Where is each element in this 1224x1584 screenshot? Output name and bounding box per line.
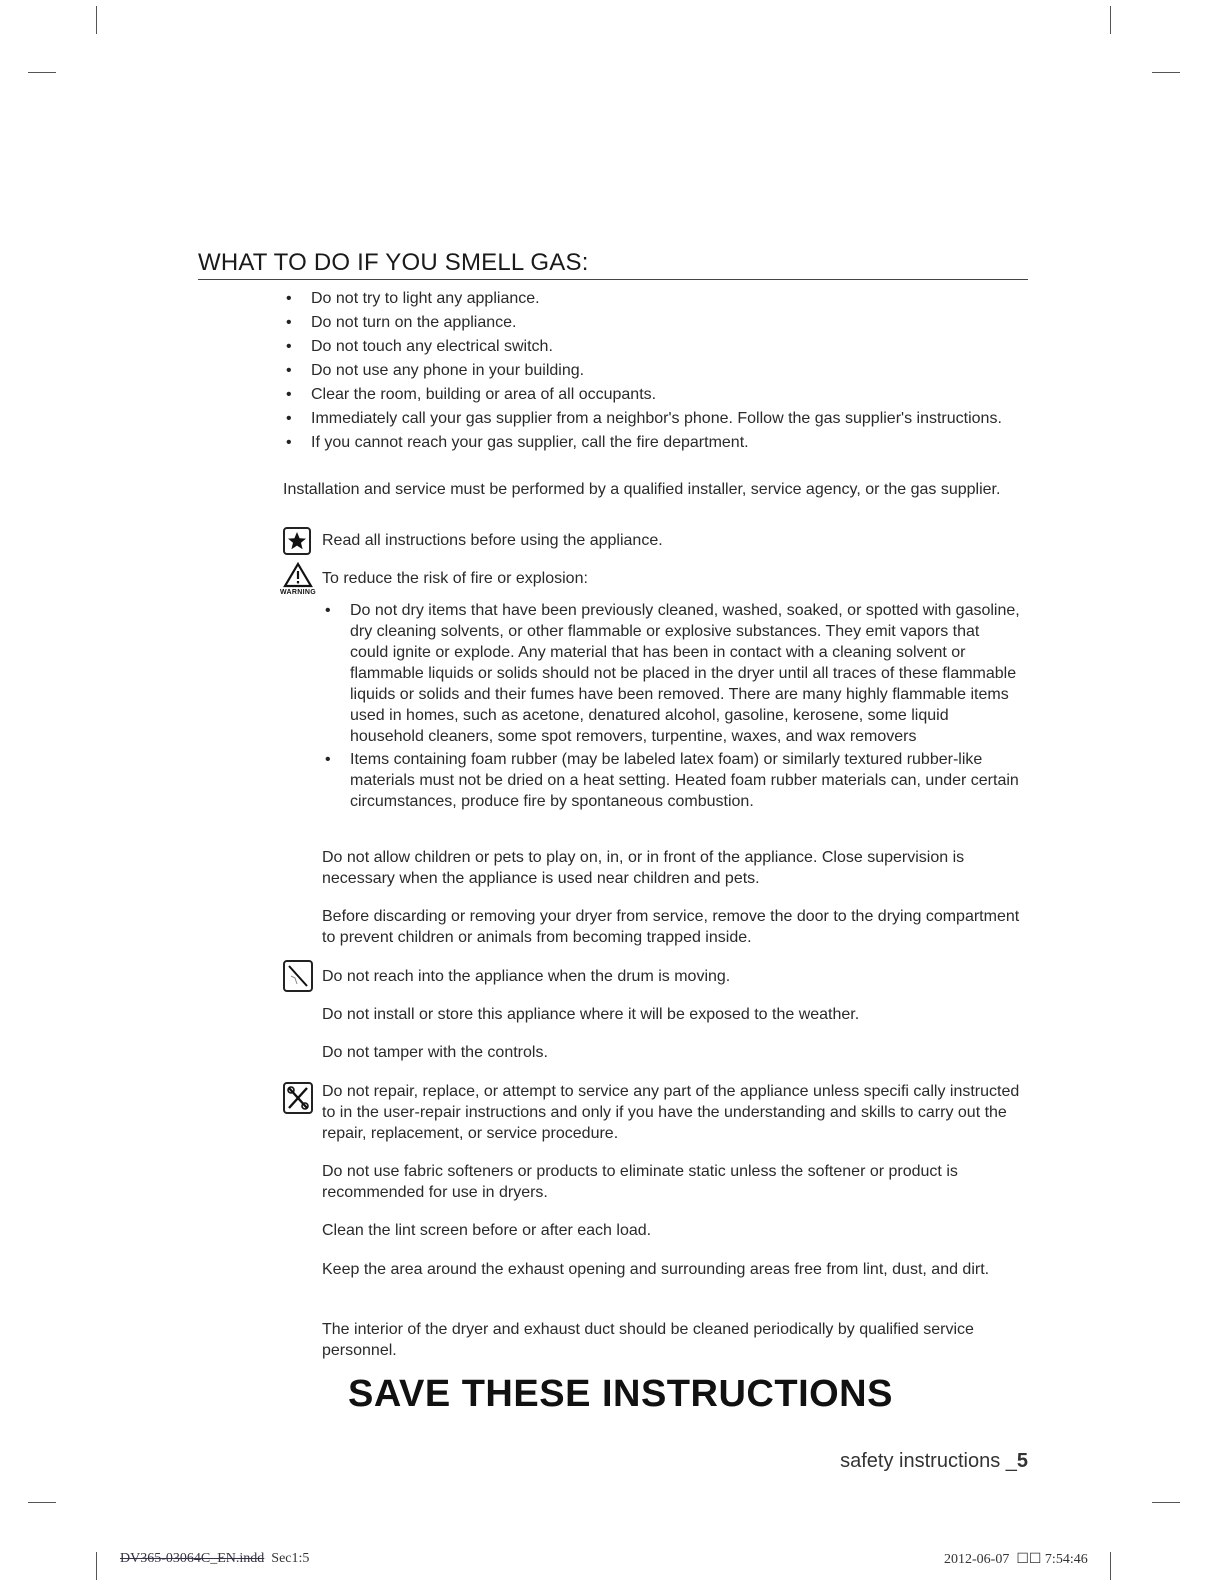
crop-mark [1110, 6, 1111, 34]
lint-note: Clean the lint screen before or after each load. [322, 1222, 652, 1239]
warning-icon-label: WARNING [280, 589, 316, 596]
slug-datetime: 2012-06-07 ☐☐ 7:54:46 [944, 1552, 1088, 1567]
interior-note: The interior of the dryer and exhaust duct should be cleaned periodically by qualified service personnel. [322, 1321, 974, 1359]
tamper-note: Do not tamper with the controls. [322, 1044, 548, 1061]
drum-note: Do not reach into the appliance when the drum is moving. [322, 968, 731, 985]
list-item: • Immediately call your gas supplier from a neighbor's phone. Follow the gas supplier's instructions. [283, 408, 1003, 429]
warning-icon [280, 562, 316, 598]
exhaust-note: Keep the area around the exhaust opening and surrounding areas free from lint, dust, and dirt. [322, 1261, 990, 1278]
read-instructions-note: Read all instructions before using the appliance. [322, 532, 663, 549]
slug-file [120, 1551, 309, 1567]
discard-note: Before discarding or removing your dryer from service, remove the door to the drying compartment to prevent children or animals from becoming trapped inside. [322, 908, 1020, 946]
section-title: WHAT TO DO IF YOU SMELL GAS: [198, 248, 1028, 280]
repair-note: Do not repair, replace, or attempt to service any part of the appliance unless specifi cally instructed to in the user-repair instructions and only if you have the understanding and skills to carry out the repair, replacement, or service procedure. [322, 1083, 1020, 1142]
weather-note: Do not install or store this appliance where it will be exposed to the weather. [322, 1006, 860, 1023]
page-number: 5 [1016, 1450, 1028, 1472]
softener-note: Do not use fabric softeners or products to eliminate static unless the softener or product is recommended for use in dryers. [322, 1163, 958, 1201]
list-item: • Do not dry items that have been previously cleaned, washed, soaked, or spotted with gasoline, dry cleaning solvents, or other flammable or explosive substances. They emit vapors that could ignite or explode. Any material that has been in contact with a cleaning solvent or flammable liquids or solids should not be placed in the dryer until all traces of these flammable liquids or solids and their fumes have been removed. There are many highly flammable items used in homes, such as acetone, denatured alcohol, gasoline, kerosene, some liquid household cleaners, some spot removers, turpentine, waxes, and wax removers [322, 600, 1022, 747]
star-icon [283, 527, 311, 555]
crop-mark [96, 1552, 97, 1580]
crop-mark [1152, 1502, 1180, 1503]
list-item: • Do not turn on the appliance. [283, 312, 1003, 333]
crop-mark [28, 1502, 56, 1503]
crop-mark [1110, 1552, 1111, 1580]
footer-section-label: safety instructions _ [840, 1450, 1017, 1472]
list-item: • If you cannot reach your gas supplier, call the fire department. [283, 432, 1003, 453]
crop-mark [28, 72, 56, 73]
do-not-repair-icon [283, 1082, 313, 1114]
list-item: • Do not try to light any appliance. [283, 288, 1003, 309]
page-footer [838, 1450, 1028, 1473]
list-item: • Do not use any phone in your building. [283, 360, 1003, 381]
list-item: • Do not touch any electrical switch. [283, 336, 1003, 357]
installation-note: Installation and service must be performed by a qualified installer, service agency, or the gas supplier. [283, 481, 1001, 498]
save-instructions-heading: SAVE THESE INSTRUCTIONS [348, 1373, 893, 1415]
list-item: • Clear the room, building or area of all occupants. [283, 384, 1003, 405]
crop-mark [1152, 72, 1180, 73]
list-item: • Items containing foam rubber (may be labeled latex foam) or similarly textured rubber-like materials must not be dried on a heat setting. Heated foam rubber materials can, under certain circumstances, produce fire by spontaneous combustion. [322, 749, 1022, 812]
slug-filename: DV365-03064C_EN.indd [120, 1551, 265, 1566]
children-note: Do not allow children or pets to play on, in, or in front of the appliance. Close supervision is necessary when the appliance is used near children and pets. [322, 849, 965, 887]
warning-intro: To reduce the risk of fire or explosion: [322, 570, 588, 587]
prohibited-icon [283, 960, 313, 992]
crop-mark [96, 6, 97, 34]
gas-steps-list [283, 288, 1003, 456]
slug-section: Sec1:5 [271, 1551, 310, 1566]
fire-risk-list [322, 600, 1022, 814]
